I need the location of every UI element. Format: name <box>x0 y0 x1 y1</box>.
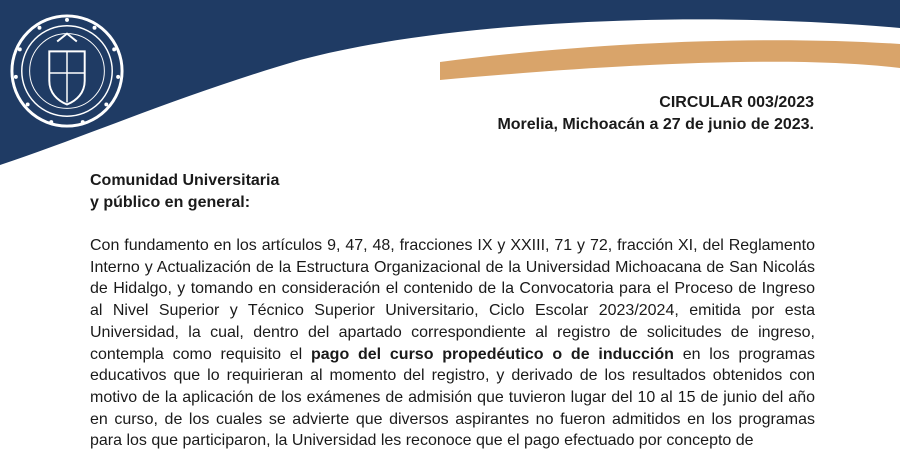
body-text-bold: pago del curso propedéutico o de inducción <box>311 345 674 363</box>
university-seal-icon <box>8 12 126 130</box>
body-paragraph <box>90 235 815 452</box>
addressee-line-2: y público en general: <box>90 194 251 211</box>
place-date: Morelia, Michoacán a 27 de junio de 2023. <box>497 116 814 133</box>
addressee-line-1: Comunidad Universitaria <box>90 172 280 189</box>
circular-header <box>497 92 814 136</box>
body-text-part-2: en los programas educativos que lo requirieran al momento del registro, y derivado de los resultados obtenidos con motivo de la aplicación de los exámenes de admisión que tuvieron lugar del 10 al 15 de junio del año en curso, de los cuales se advierte que diversos aspirantes no fueron admitidos en los programas para los que participaron, la Universidad les reconoce que el pago efectuado por concepto de <box>90 345 816 450</box>
circular-number: CIRCULAR 003/2023 <box>659 94 814 111</box>
header-banner <box>0 0 900 175</box>
addressee <box>90 170 279 214</box>
body-text-part-1: Con fundamento en los artículos 9, 47, 48, fracciones IX y XXIII, 71 y 72, fracción XI, del Reglamento Interno y Actualización de la Estructura Organizacional de la Universidad Michoacana de San Nicolás de Hidalgo, y tomando en consideración el contenido de la Convocatoria para el Proceso de Ingreso al Nivel Superior y Técnico Superior Universitario, Ciclo Escolar 2023/2024, emitida por esta Universidad, la cual, dentro del apartado correspondiente al registro de solicitudes de ingreso, contempla como requisito el <box>90 237 815 363</box>
